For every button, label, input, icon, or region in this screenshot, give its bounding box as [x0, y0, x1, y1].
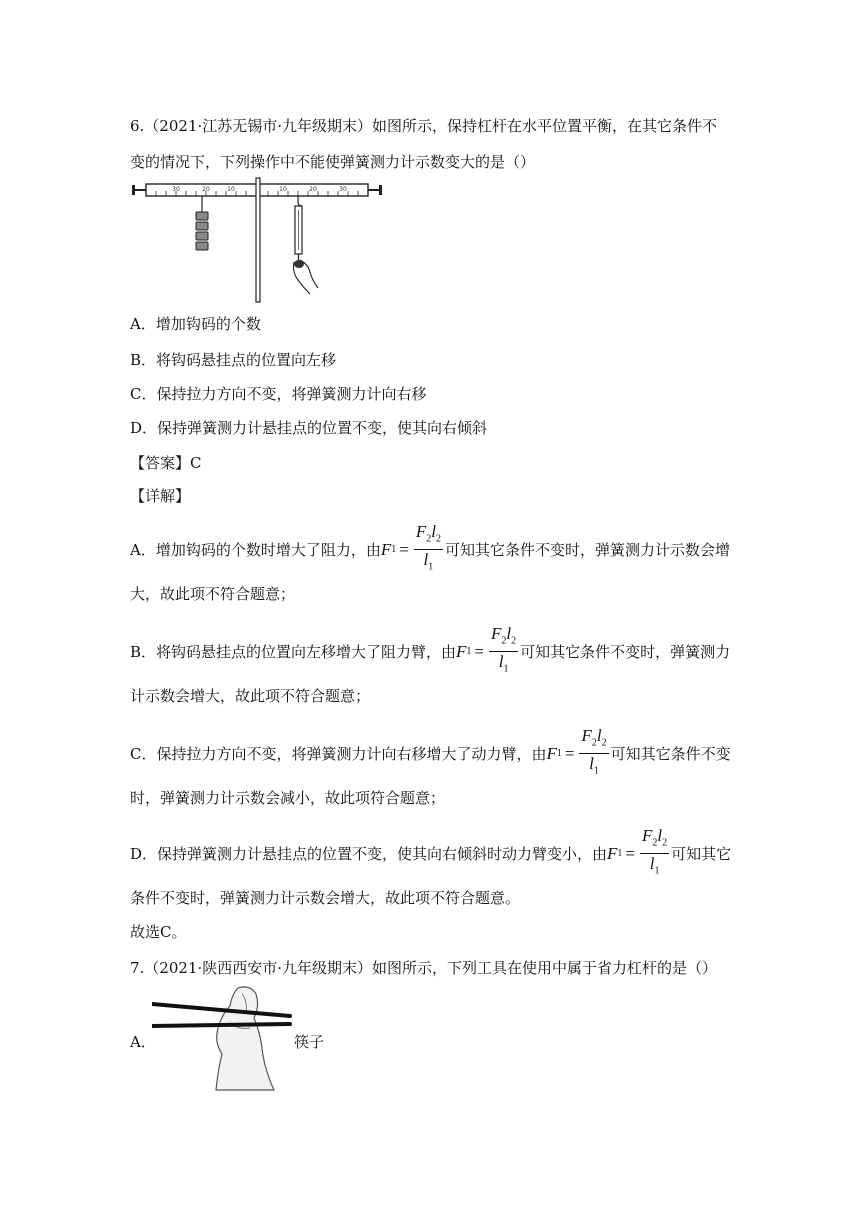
explain-b-pre: B．将钩码悬挂点的位置向左移增大了阻力臂，由 — [130, 642, 457, 661]
formula-fraction: $\frac{F_2l_2}{l_1}$ — [581, 726, 607, 777]
hand-icon — [216, 987, 274, 1090]
lever-figure — [132, 176, 382, 304]
tick-label-l30: 30 — [172, 186, 180, 193]
formula-lhs: F — [380, 539, 392, 559]
lever-stand — [256, 178, 260, 302]
q7-option-a-label: A． — [130, 1033, 156, 1051]
q6-explain-b-line2: 计示数会增大，故此项不符合题意； — [130, 687, 371, 705]
explain-a-post: 可知其它条件不变时，弹簧测力计示数会增 — [444, 540, 730, 559]
q6-option-c: C．保持拉力方向不变，将弹簧测力计向右移 — [130, 385, 427, 403]
tick-label-r10: 10 — [279, 186, 287, 193]
q6-explain-b — [130, 624, 730, 680]
q6-explain-d — [130, 826, 731, 882]
q7-option-a-caption: 筷子 — [294, 1033, 325, 1051]
explain-c-post: 可知其它条件不变 — [610, 744, 731, 763]
tick-label-r30: 30 — [339, 186, 347, 193]
q6-stem-line2: 变的情况下，下列操作中不能使弹簧测力计示数变大的是（） — [130, 153, 536, 171]
q6-explain-d-line2: 条件不变时，弹簧测力计示数会增大，故此项不符合题意。 — [130, 889, 521, 907]
hand-icon — [294, 260, 319, 294]
lever-formula: F 1 = $\frac{F_2l_2}{l_1}$ — [546, 726, 610, 782]
q6-explain-c — [130, 726, 731, 782]
lever-formula: F 1 = $\frac{F_2l_2}{l_1}$ — [607, 826, 671, 882]
q6-option-b: B．将钩码悬挂点的位置向左移 — [130, 351, 337, 369]
explain-d-post: 可知其它 — [671, 844, 732, 863]
q6-conclusion: 故选C。 — [130, 923, 187, 941]
explain-a-pre: A．增加钩码的个数时增大了阻力，由 — [130, 540, 381, 559]
explain-b-post: 可知其它条件不变时，弹簧测力 — [520, 642, 731, 661]
q6-option-a: A．增加钩码的个数 — [130, 315, 261, 333]
tick-label-l10: 10 — [227, 186, 235, 193]
q6-explain-a — [130, 522, 730, 578]
q6-detail-label: 【详解】 — [130, 487, 191, 505]
explain-c-pre: C．保持拉力方向不变，将弹簧测力计向右移增大了动力臂，由 — [130, 744, 547, 763]
q6-answer: 【答案】C — [130, 454, 202, 472]
spring-scale — [295, 196, 302, 262]
tick-label-l20: 20 — [202, 186, 210, 193]
hooked-weights — [196, 196, 208, 250]
chopsticks-figure — [152, 984, 294, 1092]
lever-formula: F 1 = $\frac{F_2l_2}{l_1}$ — [381, 522, 445, 578]
formula-lhs-sub: 1 — [391, 543, 397, 555]
formula-fraction: $\frac{F_2l_2}{l_1}$ — [491, 624, 517, 675]
lever-formula: F 1 = $\frac{F_2l_2}{l_1}$ — [456, 624, 520, 680]
tick-label-r20: 20 — [309, 186, 317, 193]
formula-fraction: $\frac{F_2l_2}{l_1}$ — [642, 826, 668, 877]
q7-stem: 7.（2021·陕西西安市·九年级期末）如图所示，下列工具在使用中属于省力杠杆的是（） — [130, 959, 718, 977]
explain-d-pre: D．保持弹簧测力计悬挂点的位置不变，使其向右倾斜时动力臂变小，由 — [130, 844, 608, 863]
q6-explain-c-line2: 时，弹簧测力计示数会减小，故此项符合题意； — [130, 789, 446, 807]
q6-option-d: D．保持弹簧测力计悬挂点的位置不变，使其向右倾斜 — [130, 419, 488, 437]
q6-stem-line1: 6.（2021·江苏无锡市·九年级期末）如图所示，保持杠杆在水平位置平衡，在其它条件不 — [130, 117, 718, 135]
q6-explain-a-line2: 大，故此项不符合题意； — [130, 585, 296, 603]
formula-fraction: $\frac{F_2l_2}{l_1}$ — [415, 522, 441, 573]
